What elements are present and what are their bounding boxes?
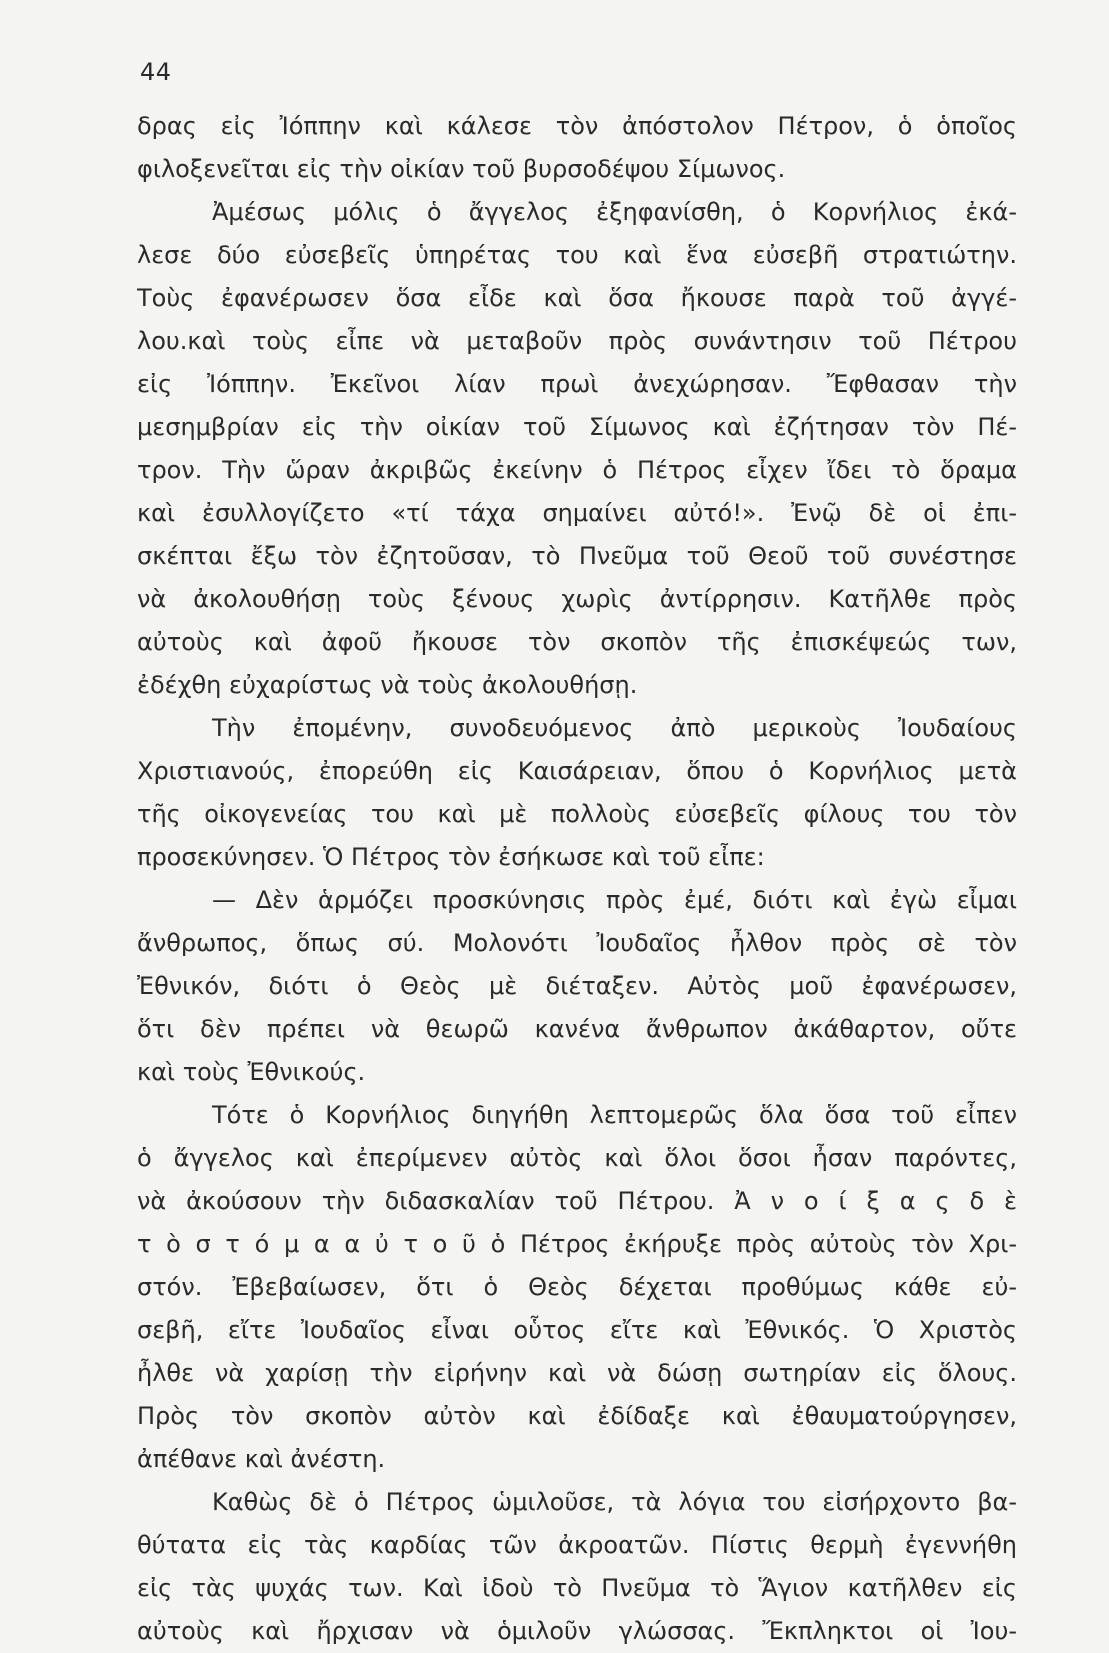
text-line: λου.καὶ τοὺς εἶπε νὰ μεταβοῦν πρὸς συνάντησιν τοῦ Πέτρου <box>137 327 1017 355</box>
text-line: τῆς οἰκογενείας του καὶ μὲ πολλοὺς εὐσεβεῖς φίλους του τὸν <box>137 800 1017 828</box>
text-line: σκέπται ἔξω τὸν ἐζητοῦσαν, τὸ Πνεῦμα τοῦ Θεοῦ τοῦ συνέστησε <box>137 542 1017 570</box>
text-line: τρον. Τὴν ὥραν ἀκριβῶς ἐκείνην ὁ Πέτρος εἶχεν ἴδει τὸ ὅραμα <box>137 456 1017 484</box>
text-line: αὐτοὺς καὶ ἤρχισαν νὰ ὁμιλοῦν γλώσσας. Ἔκπληκτοι οἱ Ἰου- <box>137 1617 1017 1645</box>
text-line: νὰ ἀκολουθήσῃ τοὺς ξένους χωρὶς ἀντίρρησιν. Κατῆλθε πρὸς <box>137 585 1017 613</box>
text-line: Ἐθνικόν, διότι ὁ Θεὸς μὲ διέταξεν. Αὐτὸς μοῦ ἐφανέρωσεν, <box>137 972 1017 1000</box>
text-line: προσεκύνησεν. Ὁ Πέτρος τὸν ἐσήκωσε καὶ τοῦ εἶπε: <box>137 843 765 871</box>
text-line: ὁ ἄγγελος καὶ ἐπερίμενεν αὐτὸς καὶ ὅλοι ὅσοι ἦσαν παρόντες, <box>137 1144 1017 1172</box>
text-line: μεσημβρίαν εἰς τὴν οἰκίαν τοῦ Σίμωνος καὶ ἐζήτησαν τὸν Πέ- <box>137 413 1017 441</box>
text-line: θύτατα εἰς τὰς καρδίας τῶν ἀκροατῶν. Πίστις θερμὴ ἐγεννήθη <box>137 1531 1017 1559</box>
text-line: ἦλθε νὰ χαρίσῃ τὴν εἰρήνην καὶ νὰ δώσῃ σωτηρίαν εἰς ὅλους. <box>137 1359 1017 1387</box>
text-line: ἀπέθανε καὶ ἀνέστη. <box>137 1445 386 1473</box>
text-line: ἐδέχθη εὐχαρίστως νὰ τοὺς ἀκολουθήσῃ. <box>137 671 638 699</box>
text-line: Πρὸς τὸν σκοπὸν αὐτὸν καὶ ἐδίδαξε καὶ ἐθαυματούργησεν, <box>137 1402 1017 1430</box>
text-line: καὶ τοὺς Ἐθνικούς. <box>137 1058 366 1086</box>
text-line: σεβῆ, εἴτε Ἰουδαῖος εἶναι οὗτος εἴτε καὶ Ἐθνικός. Ὁ Χριστὸς <box>137 1316 1017 1344</box>
text-line: Τότε ὁ Κορνήλιος διηγήθη λεπτομερῶς ὅλα ὅσα τοῦ εἶπεν <box>212 1101 1017 1129</box>
text-line: τ ὸ σ τ ό μ α α ὐ τ ο ῦ ὁ Πέτρος ἐκήρυξε πρὸς αὐτοὺς τὸν Χρι- <box>137 1230 1017 1258</box>
text-line: ὅτι δὲν πρέπει νὰ θεωρῶ κανένα ἄνθρωπον ἀκάθαρτον, οὔτε <box>137 1015 1017 1043</box>
text-line: καὶ ἐσυλλογίζετο «τί τάχα σημαίνει αὐτό!». Ἐνῷ δὲ οἱ ἐπι- <box>137 499 1017 527</box>
text-line: — Δὲν ἁρμόζει προσκύνησις πρὸς ἐμέ, διότι καὶ ἐγὼ εἶμαι <box>212 886 1017 914</box>
text-line: φιλοξενεῖται εἰς τὴν οἰκίαν τοῦ βυρσοδέψου Σίμωνος. <box>137 155 786 183</box>
page-number: 44 <box>140 58 172 86</box>
body-text <box>137 105 1017 1653</box>
text-line: Ἀμέσως μόλις ὁ ἄγγελος ἐξηφανίσθη, ὁ Κορνήλιος ἐκά- <box>212 198 1017 226</box>
text-line: εἰς τὰς ψυχάς των. Καὶ ἰδοὺ τὸ Πνεῦμα τὸ Ἅγιον κατῆλθεν εἰς <box>137 1574 1017 1602</box>
text-line: νὰ ἀκούσουν τὴν διδασκαλίαν τοῦ Πέτρου. Ἀ ν ο ί ξ α ς δ ὲ <box>137 1187 1017 1215</box>
text-line: Καθὼς δὲ ὁ Πέτρος ὡμιλοῦσε, τὰ λόγια του εἰσήρχοντο βα- <box>212 1488 1017 1516</box>
text-line: Τὴν ἐπομένην, συνοδευόμενος ἀπὸ μερικοὺς Ἰουδαίους <box>212 714 1017 742</box>
text-line: αὐτοὺς καὶ ἀφοῦ ἤκουσε τὸν σκοπὸν τῆς ἐπισκέψεώς των, <box>137 628 1017 656</box>
text-line: Χριστιανούς, ἐπορεύθη εἰς Καισάρειαν, ὅπου ὁ Κορνήλιος μετὰ <box>137 757 1017 785</box>
text-line: λεσε δύο εὐσεβεῖς ὑπηρέτας του καὶ ἕνα εὐσεβῆ στρατιώτην. <box>137 241 1017 269</box>
text-line: Τοὺς ἐφανέρωσεν ὅσα εἶδε καὶ ὅσα ἤκουσε παρὰ τοῦ ἀγγέ- <box>137 284 1017 312</box>
text-line: δρας εἰς Ἰόππην καὶ κάλεσε τὸν ἀπόστολον Πέτρον, ὁ ὁποῖος <box>137 112 1017 140</box>
text-line: ἄνθρωπος, ὅπως σύ. Μολονότι Ἰουδαῖος ἦλθον πρὸς σὲ τὸν <box>137 929 1017 957</box>
text-line: εἰς Ἰόππην. Ἐκεῖνοι λίαν πρωὶ ἀνεχώρησαν. Ἔφθασαν τὴν <box>137 370 1017 398</box>
text-line: στόν. Ἐβεβαίωσεν, ὅτι ὁ Θεὸς δέχεται προθύμως κάθε εὐ- <box>137 1273 1017 1301</box>
